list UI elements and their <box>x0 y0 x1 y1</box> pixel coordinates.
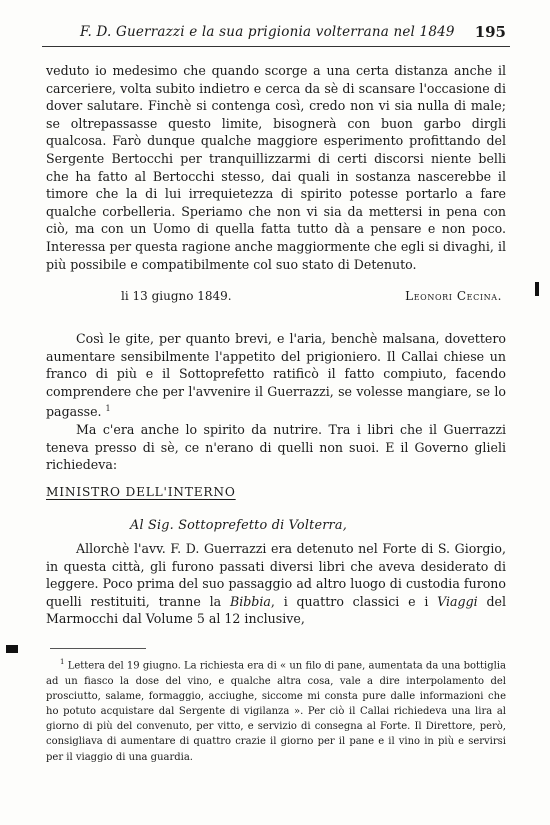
letter-text: veduto io medesimo che quando scorge a una certa distanza anche il carceriere, volta subito indietro e cerca da sè di scansare l'occasione di dover salutare. Finchè si contenga così, credo non vi sia nulla di male; se oltrepassasse questo limite, bisognerà con buon garbo dirgli qualcosa. Farò dunque qualche maggiore esperimento profittando del Sergente Bertocchi per tranquillizzarmi di certi discorsi niente belli che ha fatto al Bertocchi stesso, dai quali in sostanza nascerebbe il timore che la di lui irrequietezza di spirito potesse portarlo a fare qualche corbelleria. Speriamo che non vi sia da mettersi in pena con ciò, ma con un Uomo di quella fatta tutto dà a pensare e non poco. Interessa per questa ragione anche maggiormente che egli si divaghi, il più possibile e compatibilmente col suo stato di Detenuto. <box>46 63 506 272</box>
footnote-reference: 1 <box>105 404 111 414</box>
footnote-marker: 1 <box>60 658 65 666</box>
running-title: F. D. Guerrazzi e la sua prigionia volterrana nel 1849 <box>80 24 455 40</box>
library-text-3: del Marmocchi dal Volume 5 al 12 inclusive, <box>46 593 507 627</box>
letter-signature: Leonori Cecina. <box>405 289 502 303</box>
library-text-2: , i quattro classici e i <box>270 593 438 609</box>
letter-body <box>46 62 506 273</box>
ministry-letter <box>46 540 506 628</box>
ministry-heading: MINISTRO DELL'INTERNO <box>46 485 236 499</box>
paragraph-library <box>46 540 506 628</box>
letter-signoff <box>46 289 506 307</box>
footnote <box>46 655 506 765</box>
scan-speck <box>6 645 18 653</box>
library-text-1: Allorchè l'avv. F. D. Guerrazzi era detenuto nel Forte di S. Giorgio, in questa città, gli furono passati diversi libri che aveva desiderato di leggere. Poco prima del suo passaggio ad altro luogo di custodia furono quelli restituiti, tranne la <box>46 541 506 609</box>
address-heading: Al Sig. Sottoprefetto di Volterra, <box>130 518 347 533</box>
library-viaggi: Viaggi <box>437 593 478 609</box>
letter-date: li 13 giugno 1849. <box>121 289 232 303</box>
paragraph-appetite-text: Così le gite, per quanto brevi, e l'aria, benchè malsana, dovettero aumentare sensibilmente l'appetito del prigioniero. Il Callai chiese un franco di più e il Sottoprefetto ratificò il fatto compiuto, facendo comprendere che per l'avvenire il Guerrazzi, se volesse mangiare, se lo pagasse. <box>46 331 506 420</box>
footnote-rule <box>50 648 146 649</box>
scan-speck <box>535 282 539 296</box>
narrative-section <box>46 330 506 474</box>
footnote-paragraph <box>46 655 506 765</box>
running-head <box>42 20 510 47</box>
page-number: 195 <box>474 23 506 41</box>
paragraph-books: Ma c'era anche lo spirito da nutrire. Tra i libri che il Guerrazzi teneva presso di sè, ce n'erano di quelli non suoi. E il Governo glieli richiedeva: <box>46 422 506 473</box>
library-bibbia: Bibbia <box>229 593 271 609</box>
paragraph-appetite <box>46 330 506 421</box>
footnote-text: Lettera del 19 giugno. La richiesta era di « un filo di pane, aumentata da una bottiglia ad un fiasco la dose del vino, e qualche altra cosa, vale a dire interpolamento del prosciutto, salame, formaggio, acciughe, siccome mi consta pure dalle informazioni che ho potuto acquistare dal Sergente di vigilanza ». Per ciò il Callai richiedeva una lira al giorno di più del convenuto, per vitto, e servizio di consegna al Forte. Il Direttore, però, consigliava di aumentare di quattro crazie il giorno per il pane e il vino in più e servirsi per il viaggio di una guardia. <box>46 660 506 763</box>
